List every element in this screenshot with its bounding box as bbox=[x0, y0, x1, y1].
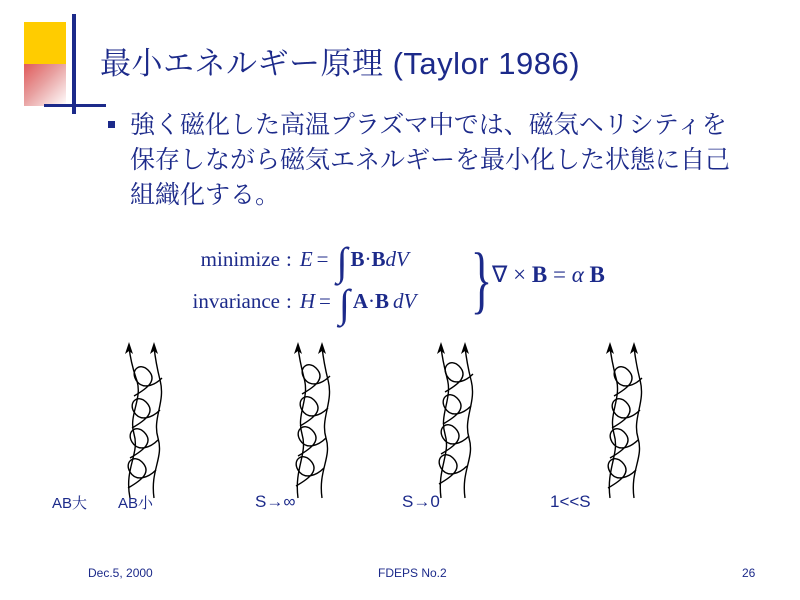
equation-invariance-integrand-a: A bbox=[352, 288, 368, 313]
grouping-brace: } bbox=[470, 238, 493, 322]
footer-page-number: 26 bbox=[742, 566, 756, 580]
logo-yellow-block bbox=[24, 22, 66, 64]
equation-invariance-colon: : bbox=[286, 288, 292, 313]
result-equation bbox=[492, 262, 605, 288]
figure-ab-large bbox=[80, 338, 190, 498]
equation-invariance-dot: · bbox=[368, 288, 375, 313]
result-field-b: B bbox=[531, 262, 548, 287]
footer-date: Dec.5, 2000 bbox=[88, 566, 153, 580]
curl-operator: ∇ × bbox=[492, 262, 527, 287]
figure-label-row bbox=[40, 492, 760, 516]
equation-invariance: invariance : H = ∫ A · B dV bbox=[130, 280, 416, 322]
equation-minimize-integrand-b: B bbox=[371, 246, 386, 271]
equation-minimize-equals: = bbox=[316, 246, 329, 271]
equation-invariance-label: invariance bbox=[192, 288, 280, 313]
logo-horizontal-rule bbox=[44, 104, 106, 107]
result-alpha: α bbox=[571, 262, 584, 287]
figure-s-zero bbox=[415, 338, 525, 498]
square-bullet-icon bbox=[108, 108, 130, 128]
figure-label-ab-small: AB小 bbox=[118, 495, 154, 512]
equation-minimize-label: minimize bbox=[200, 246, 280, 271]
equation-minimize-integrand-a: B bbox=[350, 246, 365, 271]
equation-invariance-lhs: H bbox=[299, 288, 316, 313]
figure-label-s-infinity: S→∞ bbox=[255, 492, 296, 511]
equation-minimize-colon: : bbox=[286, 246, 292, 271]
equation-invariance-equals: = bbox=[319, 288, 331, 313]
logo-gradient-block bbox=[24, 64, 66, 106]
equation-minimize-lhs: E bbox=[299, 246, 313, 271]
result-equals: = bbox=[552, 262, 566, 287]
figure-s-infinity bbox=[260, 338, 370, 498]
bullet-item bbox=[108, 108, 768, 213]
equation-invariance-integrand-b: B bbox=[375, 288, 390, 313]
figure-label-ab-large: AB大 bbox=[52, 495, 88, 512]
figure-label-one-much-less-s: 1<<S bbox=[550, 492, 591, 511]
equation-minimize-measure: dV bbox=[385, 246, 409, 271]
figure-label-s-zero: S→0 bbox=[402, 492, 440, 511]
equation-invariance-measure: dV bbox=[393, 288, 417, 313]
bullet-item-label: 強く磁化した高温プラズマ中では、磁気ヘリシティを保存しながら磁気エネルギーを最小化した状態に自己組織化する。 bbox=[130, 111, 731, 209]
footer-center-text: FDEPS No.2 bbox=[378, 566, 447, 580]
slide-footer bbox=[0, 566, 800, 590]
equation-minimize-dot: · bbox=[364, 246, 372, 271]
equation-block bbox=[130, 238, 417, 326]
equation-minimize: minimize : E = ∫ B · B dV bbox=[130, 238, 416, 280]
result-field-b2: B bbox=[589, 262, 605, 287]
figure-row bbox=[40, 338, 760, 518]
figure-one-much-less-s bbox=[570, 338, 680, 498]
logo-vertical-rule bbox=[72, 14, 76, 114]
page-title: 最小エネルギー原理 (Taylor 1986) bbox=[100, 46, 581, 81]
